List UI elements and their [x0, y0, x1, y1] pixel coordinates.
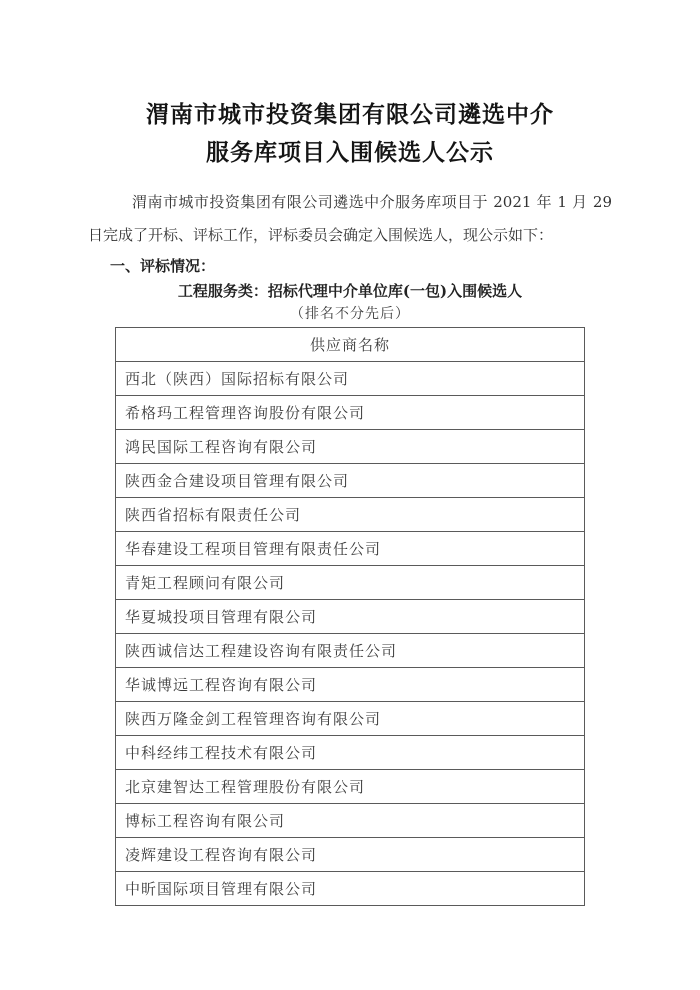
supplier-name-cell: 陕西万隆金剑工程管理咨询有限公司 — [116, 702, 585, 736]
candidates-table-head — [116, 328, 585, 362]
table-row — [116, 702, 585, 736]
table-row — [116, 498, 585, 532]
table-row — [116, 872, 585, 906]
supplier-name-cell: 陕西金合建设项目管理有限公司 — [116, 464, 585, 498]
supplier-name-cell: 华诚博远工程咨询有限公司 — [116, 668, 585, 702]
supplier-name-cell: 华春建设工程项目管理有限责任公司 — [116, 532, 585, 566]
table-row — [116, 430, 585, 464]
supplier-name-cell: 中昕国际项目管理有限公司 — [116, 872, 585, 906]
table-header-row — [116, 328, 585, 362]
table-row — [116, 770, 585, 804]
table-row — [116, 362, 585, 396]
supplier-name-cell: 华夏城投项目管理有限公司 — [116, 600, 585, 634]
supplier-name-cell: 陕西诚信达工程建设咨询有限责任公司 — [116, 634, 585, 668]
supplier-name-cell: 凌辉建设工程咨询有限公司 — [116, 838, 585, 872]
table-row — [116, 532, 585, 566]
table-row — [116, 804, 585, 838]
supplier-name-cell: 青矩工程顾问有限公司 — [116, 566, 585, 600]
table-row — [116, 464, 585, 498]
table-row — [116, 838, 585, 872]
candidates-table-body — [116, 362, 585, 906]
table-row — [116, 634, 585, 668]
table-row — [116, 736, 585, 770]
intro-paragraph: 渭南市城市投资集团有限公司遴选中介服务库项目于 2021 年 1 月 29 日完成了开标、评标工作，评标委员会确定入围候选人，现公示如下： — [88, 193, 612, 244]
subsection-heading: 工程服务类：招标代理中介单位库(一包)入围候选人 — [177, 282, 523, 300]
table-header-cell: 供应商名称 — [116, 328, 585, 362]
table-row — [116, 566, 585, 600]
supplier-name-cell: 博标工程咨询有限公司 — [116, 804, 585, 838]
supplier-name-cell: 中科经纬工程技术有限公司 — [116, 736, 585, 770]
table-row — [116, 668, 585, 702]
supplier-name-cell: 希格玛工程管理咨询股份有限公司 — [116, 396, 585, 430]
candidates-table — [115, 327, 585, 906]
supplier-name-cell: 鸿民国际工程咨询有限公司 — [116, 430, 585, 464]
supplier-name-cell: 陕西省招标有限责任公司 — [116, 498, 585, 532]
document-title — [88, 96, 612, 172]
title-line-1: 渭南市城市投资集团有限公司遴选中介 — [146, 101, 554, 128]
table-row — [116, 396, 585, 430]
title-line-2: 服务库项目入围候选人公示 — [206, 139, 494, 166]
supplier-name-cell: 北京建智达工程管理股份有限公司 — [116, 770, 585, 804]
table-row — [116, 600, 585, 634]
supplier-name-cell: 西北（陕西）国际招标有限公司 — [116, 362, 585, 396]
ranking-note: （排名不分先后） — [290, 306, 410, 322]
section-heading: 一、评标情况： — [110, 257, 216, 275]
